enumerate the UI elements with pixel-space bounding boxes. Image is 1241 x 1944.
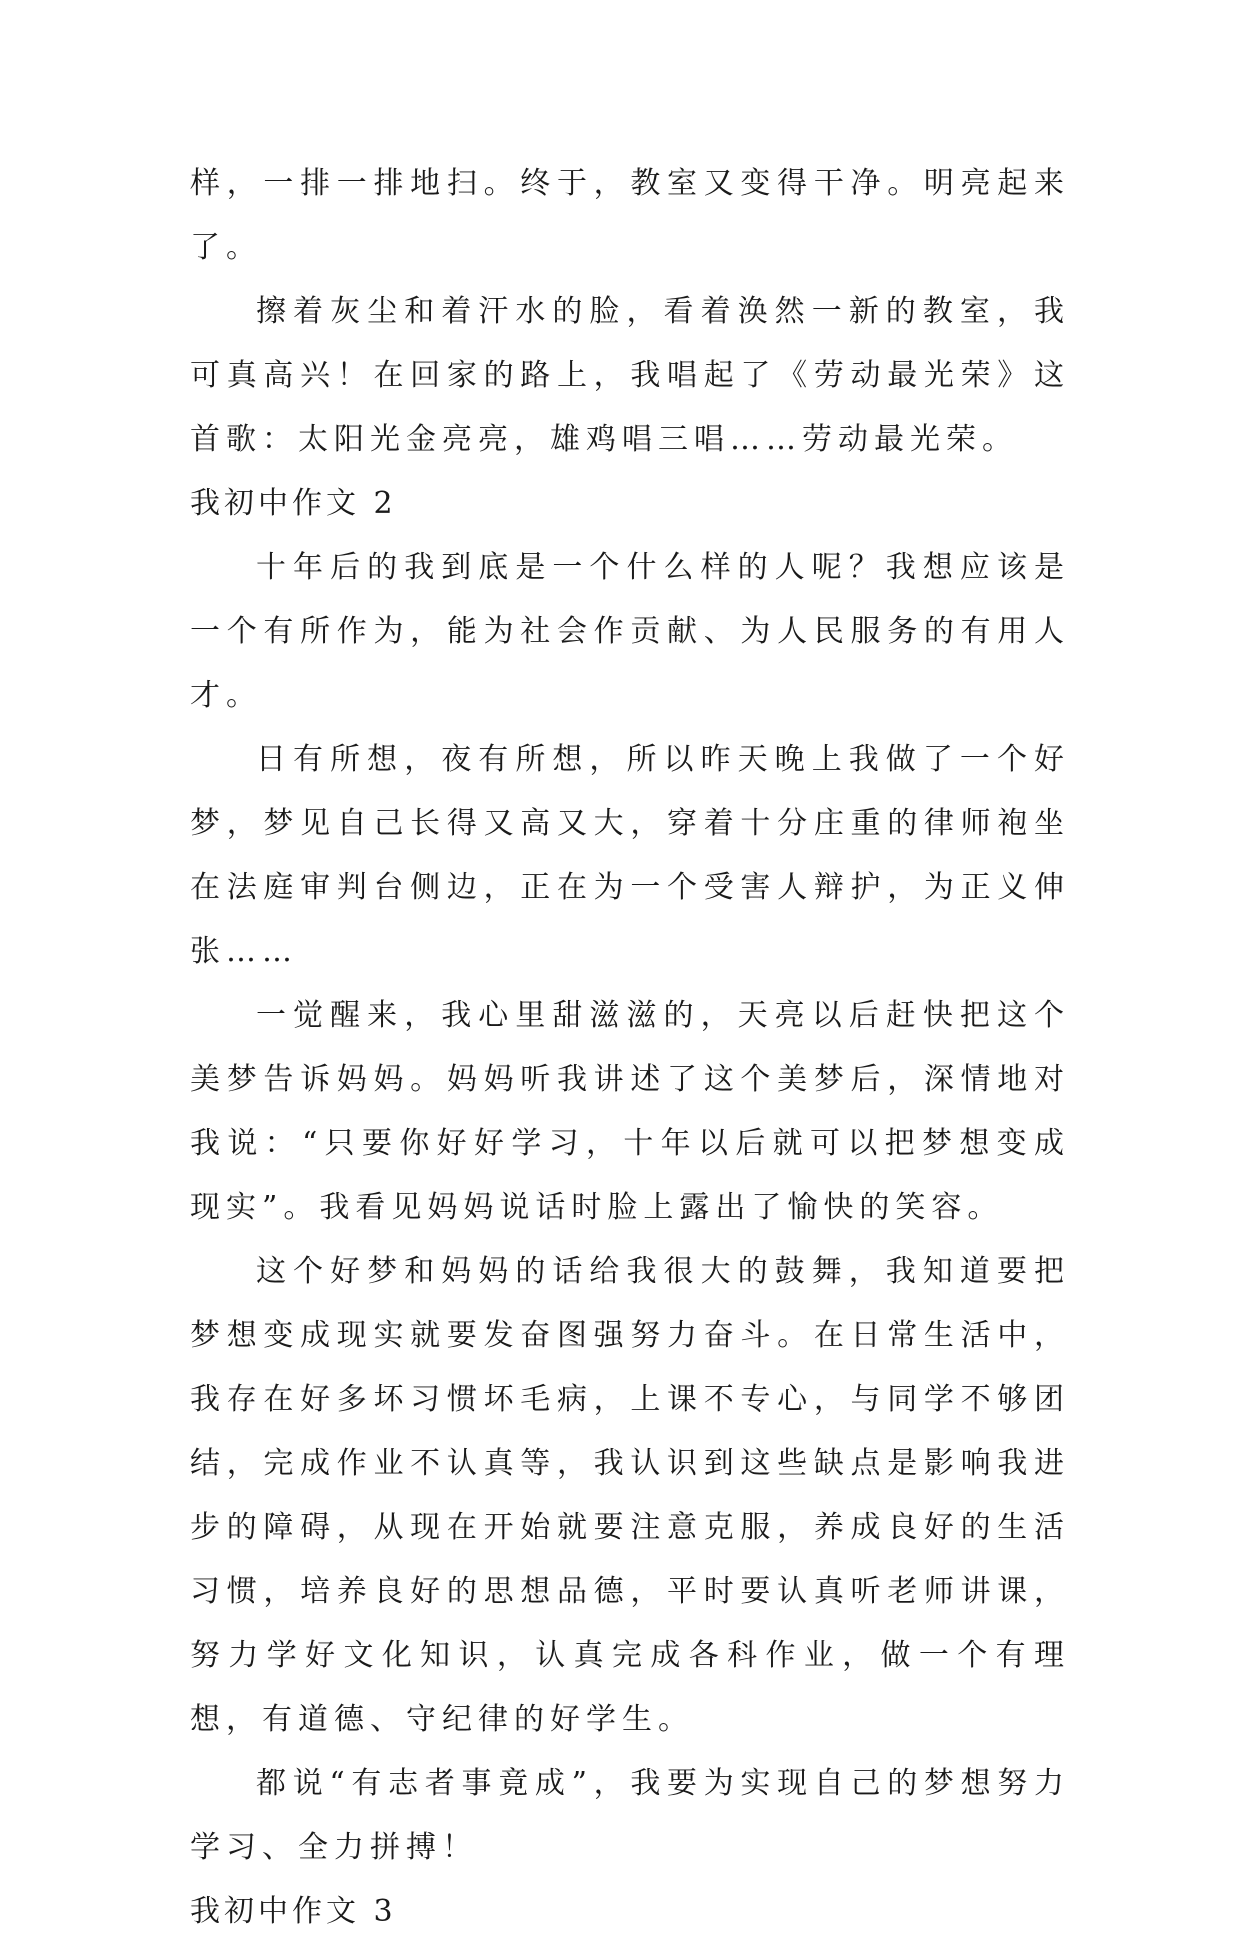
essay-heading-3: 我初中作文 3: [190, 1894, 397, 1929]
paragraph-wake-up: 一觉醒来，我心里甜滋滋的，天亮以后赶快把这个美梦告诉妈妈。妈妈听我讲述了这个美梦后，深情地对我说：“只要你好好学习，十年以后就可以把梦想变成现实”。我看见妈妈说话时脸上露出了愉快的笑容。: [190, 998, 1070, 1225]
paragraph-encouragement: 这个好梦和妈妈的话给我很大的鼓舞，我知道要把梦想变成现实就要发奋图强努力奋斗。在日常生活中，我存在好多坏习惯坏毛病，上课不专心，与同学不够团结，完成作业不认真等，我认识到这些缺点是影响我进步的障碍，从现在开始就要注意克服，养成良好的生活习惯，培养良好的思想品德，平时要认真听老师讲课，努力学好文化知识，认真完成各科作业，做一个有理想，有道德、守纪律的好学生。: [190, 1254, 1070, 1737]
paragraph-continued: 样，一排一排地扫。终于，教室又变得干净。明亮起来了。: [190, 166, 1070, 265]
document-body: [190, 152, 1070, 1944]
paragraph-determination: 都说“有志者事竟成”，我要为实现自己的梦想努力学习、全力拼搏！: [190, 1766, 1070, 1865]
paragraph-dream: 日有所想，夜有所想，所以昨天晚上我做了一个好梦，梦见自己长得又高又大，穿着十分庄重的律师袍坐在法庭审判台侧边，正在为一个受害人辩护，为正义伸张……: [190, 742, 1070, 969]
essay-heading-2: 我初中作文 2: [190, 486, 397, 521]
paragraph-cleaning-happy: 擦着灰尘和着汗水的脸，看着涣然一新的教室，我可真高兴！在回家的路上，我唱起了《劳动最光荣》这首歌：太阳光金亮亮，雄鸡唱三唱……劳动最光荣。: [190, 294, 1070, 457]
paragraph-ten-years-later: 十年后的我到底是一个什么样的人呢？我想应该是一个有所作为，能为社会作贡献、为人民服务的有用人才。: [190, 550, 1070, 713]
